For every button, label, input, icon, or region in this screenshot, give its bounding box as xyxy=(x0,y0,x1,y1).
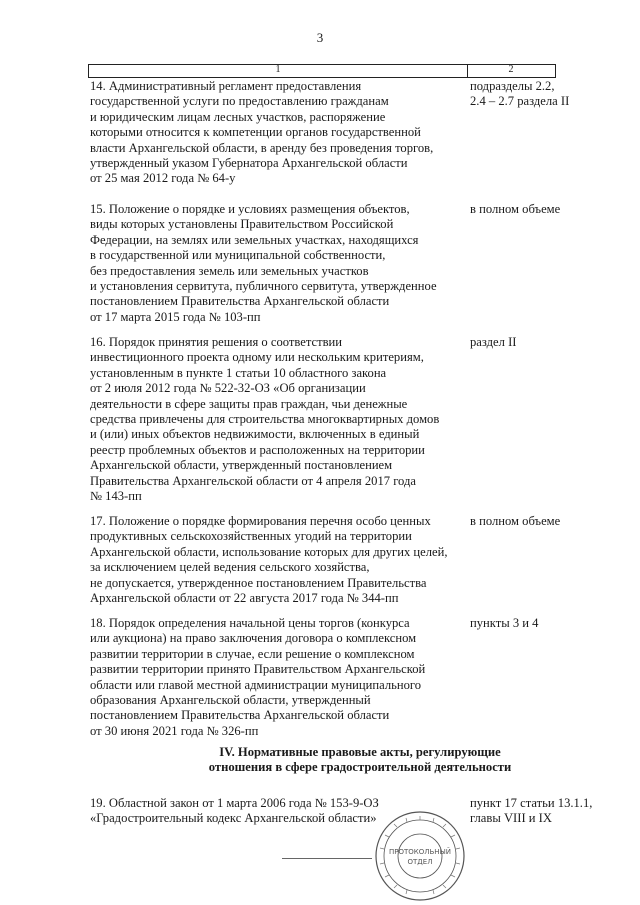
entry-line: Архангельской области, утвержденный постановлением xyxy=(90,458,393,473)
entry-19-scope xyxy=(470,796,620,827)
entry-line: Архангельской области, использование которых для других целей, xyxy=(90,544,448,559)
scope-line: главы VIII и IX xyxy=(470,811,552,826)
scope-line: 2.4 – 2.7 раздела II xyxy=(470,94,570,109)
entry-line: и (или) иных объектов недвижимости, включенных в единый xyxy=(90,427,420,442)
entry-15 xyxy=(90,202,468,325)
entry-line: средства привлечены для строительства многоквартирных домов xyxy=(90,412,440,427)
table-header xyxy=(88,64,556,78)
entry-line: от 17 марта 2015 года № 103-пп xyxy=(90,309,261,324)
stamp-text-line: ОТДЕЛ xyxy=(407,858,433,866)
entry-line: постановлением Правительства Архангельской области xyxy=(90,708,390,723)
entry-line: которыми относится к компетенции органов государственной xyxy=(90,125,421,140)
entry-line: образования Архангельской области, утвержденный xyxy=(90,693,371,708)
entry-line: постановлением Правительства Архангельской области xyxy=(90,294,390,309)
entry-line: в государственной или муниципальной собственности, xyxy=(90,248,386,263)
page-number: 3 xyxy=(316,30,324,45)
scope-line: в полном объеме xyxy=(470,202,561,216)
entry-14-scope xyxy=(470,79,620,110)
entry-line: за исключением целей ведения сельского хозяйства, xyxy=(90,560,370,575)
entry-15-scope xyxy=(470,202,620,217)
column-2-header: 2 xyxy=(508,64,514,75)
entry-16 xyxy=(90,335,468,504)
entry-line: Архангельской области от 22 августа 2017 года № 344-пп xyxy=(90,591,399,606)
entry-14 xyxy=(90,79,468,187)
scope-line: в полном объеме xyxy=(470,514,561,528)
entry-line: утвержденный указом Губернатора Архангельской области xyxy=(90,156,408,171)
entry-line: или аукциона) на право заключения договора о комплексном xyxy=(90,631,417,646)
scope-line: раздел II xyxy=(470,335,517,349)
signature-line xyxy=(282,858,372,859)
scope-line: пункт 17 статьи 13.1.1, xyxy=(470,796,593,810)
entry-line: от 25 мая 2012 года № 64-у xyxy=(90,171,236,186)
stamp-text-line: ПРОТОКОЛЬНЫЙ xyxy=(388,848,452,856)
entry-line: 19. Областной закон от 1 марта 2006 года № 153-9-ОЗ xyxy=(90,796,379,810)
entry-line: № 143-пп xyxy=(90,489,142,504)
entry-line: развитии территории в случае, если решение о комплексном xyxy=(90,646,415,661)
entry-line: инвестиционного проекта одному или нескольким критериям, xyxy=(90,350,424,365)
entry-line: Правительства Архангельской области от 4 апреля 2017 года xyxy=(90,473,416,488)
entry-16-scope xyxy=(470,335,620,350)
entry-line: продуктивных сельскохозяйственных угодий на территории xyxy=(90,529,412,544)
entry-line: не допускается, утвержденное постановлением Правительства xyxy=(90,575,427,590)
entry-line: от 30 июня 2021 года № 326-пп xyxy=(90,723,259,738)
official-stamp-icon xyxy=(374,810,466,902)
entry-line: 18. Порядок определения начальной цены торгов (конкурса xyxy=(90,616,410,630)
entry-line: виды которых установлены Правительством Российской xyxy=(90,217,394,232)
entry-line: 16. Порядок принятия решения о соответствии xyxy=(90,335,343,349)
entry-17 xyxy=(90,514,468,606)
entry-line: власти Архангельской области, в аренду без проведения торгов, xyxy=(90,140,434,155)
entry-17-scope xyxy=(470,514,620,529)
entry-line: Федерации, на землях или земельных участках, находящихся xyxy=(90,232,419,247)
entry-line: государственной услуги по предоставлению гражданам xyxy=(90,94,389,109)
column-1-header: 1 xyxy=(275,64,281,75)
entry-line: и юридическим лицам лесных участков, распоряжение xyxy=(90,109,386,124)
scope-line: пункты 3 и 4 xyxy=(470,616,539,630)
entry-line: развитии территории принято Правительством Архангельской xyxy=(90,662,426,677)
section-title-line: IV. Нормативные правовые акты, регулирующие xyxy=(219,745,501,759)
entry-line: 17. Положение о порядке формирования перечня особо ценных xyxy=(90,514,431,528)
entry-line: «Градостроительный кодекс Архангельской области» xyxy=(90,811,377,826)
entry-line: от 2 июля 2012 года № 522-32-ОЗ «Об организации xyxy=(90,381,366,396)
entry-18 xyxy=(90,616,468,739)
section-iv-title xyxy=(90,745,630,776)
section-title-line: отношения в сфере градостроительной деятельности xyxy=(208,760,512,775)
entry-line: и установления сервитута, публичного сервитута, утвержденное xyxy=(90,279,437,294)
entry-line: 14. Административный регламент предоставления xyxy=(90,79,362,93)
entry-line: 15. Положение о порядке и условиях размещения объектов, xyxy=(90,202,410,216)
entry-line: деятельности в сфере защиты прав граждан, чьи денежные xyxy=(90,396,408,411)
entry-line: области или главой местной администрации муниципального xyxy=(90,677,422,692)
entry-line: без предоставления земель или земельных участков xyxy=(90,263,369,278)
entry-line: установленным в пункте 1 статьи 10 областного закона xyxy=(90,365,387,380)
entry-18-scope xyxy=(470,616,620,631)
entry-line: реестр проблемных объектов и расположенных на территории xyxy=(90,442,425,457)
scope-line: подразделы 2.2, xyxy=(470,79,555,93)
